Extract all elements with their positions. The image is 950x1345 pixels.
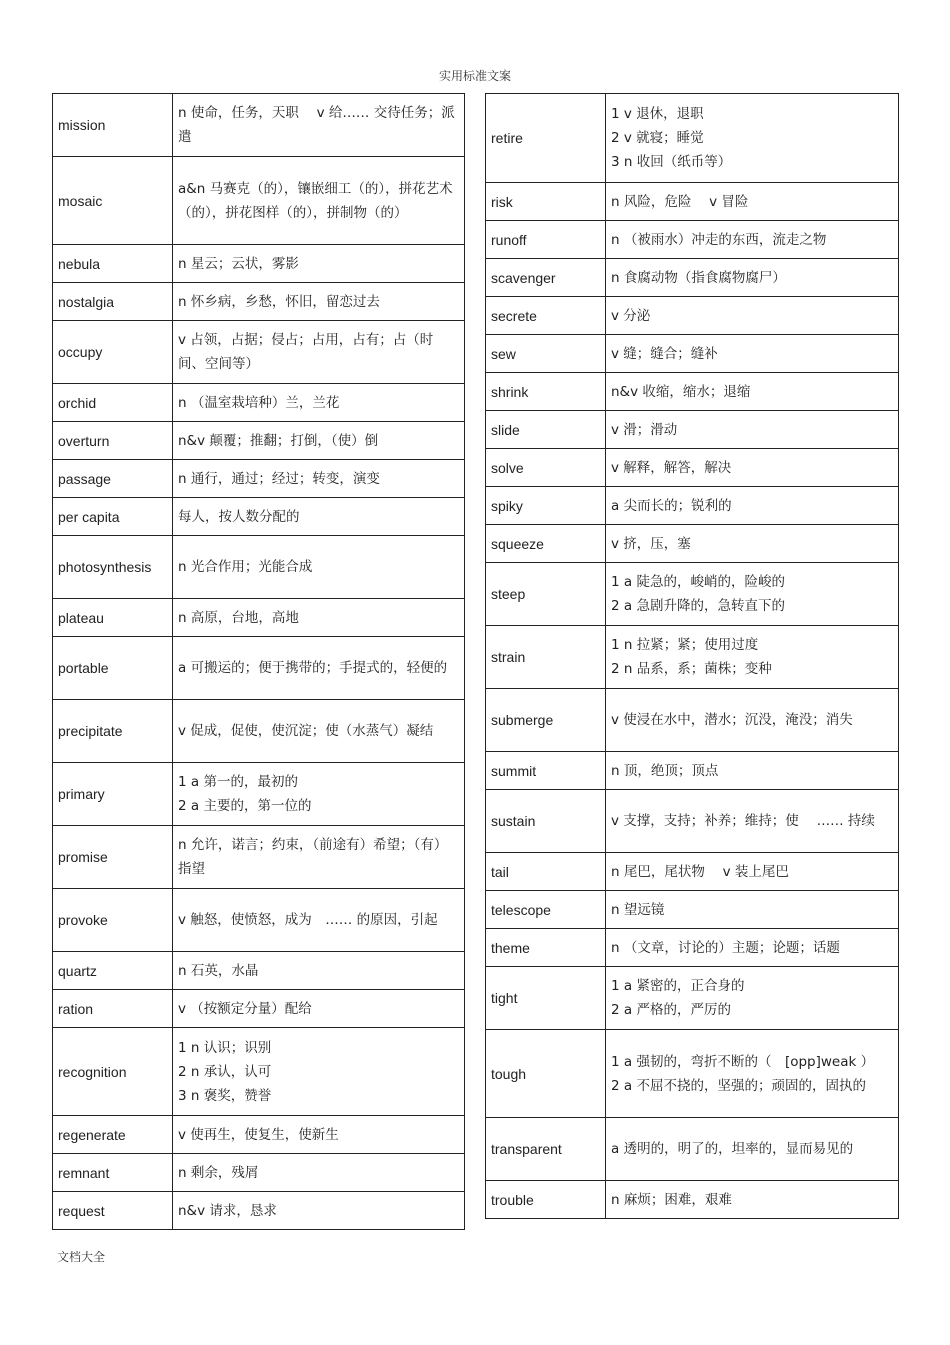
- vocab-definition: [173, 637, 465, 700]
- definition-line: v 滑；滑动: [611, 421, 678, 438]
- vocab-word: scavenger: [486, 259, 606, 297]
- vocab-word: risk: [486, 183, 606, 221]
- vocab-definition: [173, 889, 465, 952]
- vocab-row: [53, 889, 465, 952]
- vocab-word: tail: [486, 853, 606, 891]
- vocab-row: [53, 1028, 465, 1116]
- vocab-row: [53, 637, 465, 700]
- vocab-definition: [606, 183, 899, 221]
- vocab-row: [53, 1192, 465, 1230]
- vocab-definition: [606, 525, 899, 563]
- vocab-definition: [173, 1192, 465, 1230]
- vocab-definition: [173, 157, 465, 245]
- vocab-row: [486, 790, 899, 853]
- definition-line: n 麻烦；困难，艰难: [611, 1191, 732, 1208]
- vocab-row: [486, 221, 899, 259]
- vocab-definition: [173, 1028, 465, 1116]
- vocab-definition: [606, 1118, 899, 1181]
- vocab-definition: [173, 245, 465, 283]
- vocab-word: sustain: [486, 790, 606, 853]
- definition-line: 1 n 拉紧；紧；使用过度: [611, 637, 759, 653]
- vocab-row: [53, 245, 465, 283]
- definition-line: n 剩余，残屑: [178, 1164, 259, 1181]
- vocab-row: [486, 967, 899, 1030]
- vocab-definition: [606, 221, 899, 259]
- vocab-word: occupy: [53, 321, 173, 384]
- definition-line: v 缝；缝合；缝补: [611, 345, 718, 362]
- vocab-word: steep: [486, 563, 606, 626]
- vocab-definition: [173, 498, 465, 536]
- vocab-definition: [606, 1181, 899, 1219]
- page-footer: 文档大全: [57, 1250, 106, 1264]
- definition-line: 2 a 急剧升降的，急转直下的: [611, 598, 785, 614]
- vocab-row: [486, 373, 899, 411]
- vocab-word: slide: [486, 411, 606, 449]
- definition-line: v （按额定分量）配给: [178, 1000, 312, 1017]
- definition-line: n （温室栽培种）兰，兰花: [178, 394, 340, 411]
- vocab-definition: [606, 689, 899, 752]
- definition-line: 3 n 收回（纸币等）: [611, 154, 732, 170]
- definition-line: n 怀乡病，乡愁，怀旧，留恋过去: [178, 293, 380, 310]
- definition-line: 1 a 陡急的，峻峭的，险峻的: [611, 574, 785, 590]
- vocab-definition: [606, 449, 899, 487]
- definition-line: n 望远镜: [611, 901, 665, 918]
- vocab-definition: [173, 94, 465, 157]
- vocab-word: primary: [53, 763, 173, 826]
- vocab-word: submerge: [486, 689, 606, 752]
- vocab-definition: [173, 422, 465, 460]
- vocab-definition: [606, 853, 899, 891]
- vocab-row: [486, 891, 899, 929]
- vocab-word: passage: [53, 460, 173, 498]
- vocab-row: [53, 763, 465, 826]
- vocab-definition: [173, 460, 465, 498]
- vocab-definition: [606, 297, 899, 335]
- definition-line: 3 n 褒奖，赞誉: [178, 1087, 272, 1104]
- vocab-definition: [606, 1030, 899, 1118]
- vocab-definition: [173, 599, 465, 637]
- vocab-row: [486, 563, 899, 626]
- definition-line: n 高原，台地，高地: [178, 609, 299, 626]
- vocab-row: [53, 700, 465, 763]
- vocab-row: [53, 384, 465, 422]
- vocab-row: [486, 929, 899, 967]
- vocab-word: promise: [53, 826, 173, 889]
- vocab-word: mosaic: [53, 157, 173, 245]
- definition-line: a 透明的，明了的，坦率的，显而易见的: [611, 1141, 854, 1157]
- vocab-definition: [606, 891, 899, 929]
- vocab-row: [53, 952, 465, 990]
- definition-line: n 使命，任务，天职 v 给…… 交待任务；派遣: [178, 105, 455, 145]
- vocab-word: summit: [486, 752, 606, 790]
- vocab-table-right: [485, 93, 899, 1219]
- vocab-word: squeeze: [486, 525, 606, 563]
- vocab-word: regenerate: [53, 1116, 173, 1154]
- definition-line: 1 v 退休，退职: [611, 106, 704, 122]
- definition-line: 1 a 紧密的，正合身的: [611, 978, 745, 994]
- vocab-definition: [606, 373, 899, 411]
- definition-line: v 支撑，支持；补养；维持；使 …… 持续: [611, 813, 875, 829]
- vocab-definition: [173, 536, 465, 599]
- vocab-definition: [606, 411, 899, 449]
- definition-line: n 通行，通过；经过；转变，演变: [178, 470, 380, 487]
- definition-line: 2 n 品系，系；菌株；变种: [611, 661, 772, 677]
- vocab-definition: [606, 335, 899, 373]
- vocab-definition: [606, 94, 899, 183]
- definition-line: n 石英，水晶: [178, 962, 259, 979]
- vocab-row: [486, 297, 899, 335]
- definition-line: v 促成，促使，使沉淀；使（水蒸气）凝结: [178, 723, 434, 739]
- vocab-definition: [606, 626, 899, 689]
- vocab-word: portable: [53, 637, 173, 700]
- definition-line: n 星云；云状，雾影: [178, 255, 299, 272]
- definition-line: 1 a 强韧的，弯折不断的（ [opp]weak ）: [611, 1053, 875, 1070]
- vocab-word: precipitate: [53, 700, 173, 763]
- definition-line: a 可搬运的；便于携带的；手提式的，轻便的: [178, 660, 448, 676]
- vocab-word: per capita: [53, 498, 173, 536]
- vocab-definition: [606, 967, 899, 1030]
- vocab-word: spiky: [486, 487, 606, 525]
- definition-line: 每人，按人数分配的: [178, 508, 300, 525]
- vocab-row: [53, 1116, 465, 1154]
- vocab-definition: [606, 790, 899, 853]
- vocab-word: photosynthesis: [53, 536, 173, 599]
- vocab-word: tough: [486, 1030, 606, 1118]
- vocab-definition: [173, 1116, 465, 1154]
- definition-line: n&v 颠覆；推翻；打倒，（使）倒: [178, 432, 379, 449]
- definition-line: n 尾巴，尾状物 v 装上尾巴: [611, 863, 789, 880]
- definition-line: 2 a 主要的，第一位的: [178, 798, 312, 814]
- vocab-word: theme: [486, 929, 606, 967]
- vocab-row: [53, 826, 465, 889]
- vocab-definition: [606, 563, 899, 626]
- definition-line: 2 n 承认，认可: [178, 1063, 272, 1080]
- definition-line: 2 a 不屈不挠的，坚强的；顽固的，固执的: [611, 1077, 866, 1094]
- vocab-row: [53, 94, 465, 157]
- vocab-word: overturn: [53, 422, 173, 460]
- vocab-row: [53, 283, 465, 321]
- vocab-word: strain: [486, 626, 606, 689]
- vocab-row: [486, 689, 899, 752]
- vocab-row: [486, 183, 899, 221]
- vocab-row: [486, 259, 899, 297]
- vocab-row: [53, 1154, 465, 1192]
- vocab-row: [486, 94, 899, 183]
- vocab-row: [486, 626, 899, 689]
- vocab-word: shrink: [486, 373, 606, 411]
- vocab-definition: [173, 700, 465, 763]
- vocab-definition: [173, 384, 465, 422]
- vocab-word: tight: [486, 967, 606, 1030]
- definition-line: 2 v 就寝；睡觉: [611, 130, 704, 146]
- definition-line: n 允许，诺言；约束，（前途有）希望；（有）指望: [178, 837, 448, 877]
- vocab-word: sew: [486, 335, 606, 373]
- definition-line: a&n 马赛克（的），镶嵌细工（的），拼花艺术（的），拼花图样（的），拼制物（的）: [178, 180, 453, 221]
- vocab-table-left-body: [53, 94, 465, 1230]
- page-header: 实用标准文案: [438, 69, 511, 83]
- vocab-word: provoke: [53, 889, 173, 952]
- vocab-definition: [173, 952, 465, 990]
- vocab-row: [53, 321, 465, 384]
- vocab-definition: [173, 321, 465, 384]
- definition-line: 1 n 认识；识别: [178, 1039, 272, 1056]
- definition-line: v 使再生，使复生，使新生: [178, 1126, 339, 1143]
- definition-line: n&v 收缩，缩水；退缩: [611, 383, 751, 400]
- vocab-word: runoff: [486, 221, 606, 259]
- vocab-definition: [606, 929, 899, 967]
- vocab-row: [53, 990, 465, 1028]
- vocab-definition: [173, 763, 465, 826]
- vocab-word: request: [53, 1192, 173, 1230]
- vocab-row: [486, 525, 899, 563]
- definition-line: v 使浸在水中，潜水；沉没，淹没；消失: [611, 712, 853, 728]
- vocab-word: retire: [486, 94, 606, 183]
- vocab-word: remnant: [53, 1154, 173, 1192]
- definition-line: v 分泌: [611, 307, 651, 324]
- definition-line: n 顶，绝顶；顶点: [611, 762, 719, 779]
- definition-line: 2 a 严格的，严厉的: [611, 1002, 731, 1018]
- definition-line: n 食腐动物（指食腐物腐尸）: [611, 269, 786, 286]
- definition-line: v 解释，解答，解决: [611, 459, 732, 476]
- vocab-table-left: [52, 93, 465, 1230]
- vocab-definition: [173, 826, 465, 889]
- definition-line: v 占领，占据；侵占；占用，占有；占（时间、空间等）: [178, 332, 434, 372]
- vocab-row: [53, 599, 465, 637]
- vocab-word: orchid: [53, 384, 173, 422]
- vocab-word: solve: [486, 449, 606, 487]
- definition-line: 1 a 第一的，最初的: [178, 774, 298, 790]
- vocab-row: [486, 1181, 899, 1219]
- vocab-definition: [606, 487, 899, 525]
- definition-line: v 触怒，使愤怒，成为 …… 的原因，引起: [178, 912, 438, 928]
- vocab-word: secrete: [486, 297, 606, 335]
- definition-line: a 尖而长的；锐利的: [611, 497, 732, 514]
- definition-line: n 光合作用；光能合成: [178, 559, 313, 575]
- vocab-row: [486, 1030, 899, 1118]
- definition-line: n （被雨水）冲走的东西，流走之物: [611, 231, 827, 248]
- vocab-word: plateau: [53, 599, 173, 637]
- vocab-definition: [606, 752, 899, 790]
- vocab-row: [53, 498, 465, 536]
- vocab-word: recognition: [53, 1028, 173, 1116]
- vocab-table-right-body: [486, 94, 899, 1219]
- vocab-row: [53, 157, 465, 245]
- vocab-word: nostalgia: [53, 283, 173, 321]
- vocab-row: [53, 536, 465, 599]
- vocab-word: nebula: [53, 245, 173, 283]
- definition-line: v 挤，压，塞: [611, 535, 691, 552]
- vocab-definition: [606, 259, 899, 297]
- vocab-row: [53, 460, 465, 498]
- definition-line: n&v 请求，恳求: [178, 1202, 277, 1219]
- vocab-word: telescope: [486, 891, 606, 929]
- definition-line: n （文章，讨论的）主题；论题；话题: [611, 939, 840, 956]
- vocab-row: [486, 487, 899, 525]
- vocab-row: [486, 335, 899, 373]
- vocab-word: trouble: [486, 1181, 606, 1219]
- vocab-definition: [173, 990, 465, 1028]
- vocab-definition: [173, 1154, 465, 1192]
- vocab-row: [486, 411, 899, 449]
- vocab-row: [486, 752, 899, 790]
- vocab-row: [53, 422, 465, 460]
- vocab-row: [486, 449, 899, 487]
- vocab-word: mission: [53, 94, 173, 157]
- definition-line: n 风险，危险 v 冒险: [611, 193, 749, 210]
- vocab-definition: [173, 283, 465, 321]
- vocab-word: ration: [53, 990, 173, 1028]
- vocab-row: [486, 853, 899, 891]
- vocab-word: quartz: [53, 952, 173, 990]
- vocab-word: transparent: [486, 1118, 606, 1181]
- vocab-row: [486, 1118, 899, 1181]
